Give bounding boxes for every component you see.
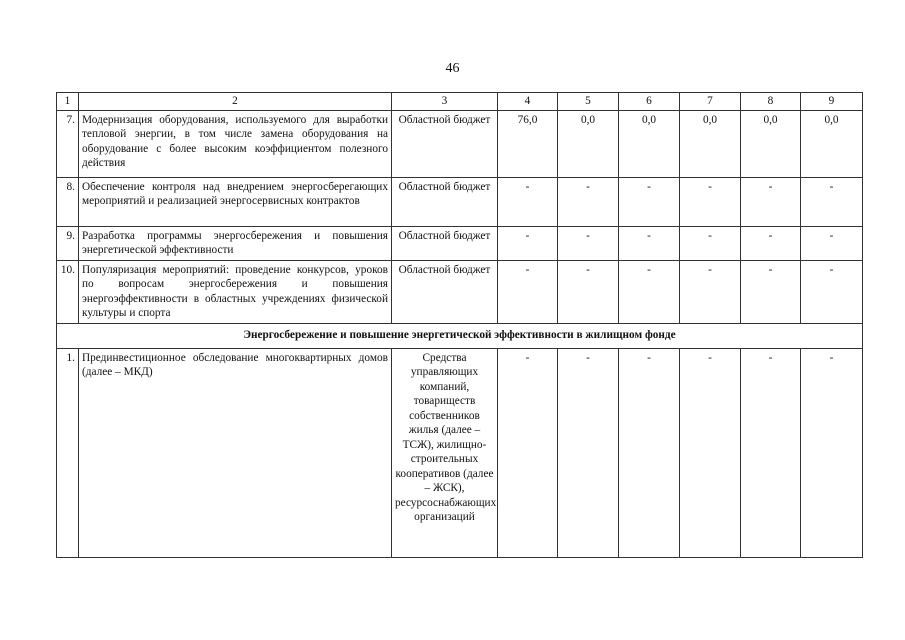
header-cell: 8: [741, 93, 801, 111]
measures-table: [56, 92, 863, 558]
value-cell: 0,0: [680, 110, 741, 177]
value-cell: -: [619, 260, 680, 323]
row-number: 10.: [57, 260, 79, 323]
value-cell: -: [558, 177, 619, 226]
funding-source: Средства управляющих компаний, товариществ собственников жилья (далее – ТСЖ), жилищно-строительных кооперативов (далее – ЖСК), ресурсоснабжающих организаций: [392, 348, 498, 557]
table-row: [57, 348, 863, 557]
measure-description: Прединвестиционное обследование многоквартирных домов (далее – МКД): [79, 348, 392, 557]
value-cell: -: [619, 177, 680, 226]
measure-description: Популяризация мероприятий: проведение конкурсов, уроков по вопросам энергосбережения и повышения энергоэффективности в областных учреждениях физической культуры и спорта: [79, 260, 392, 323]
page-number: 46: [445, 61, 460, 76]
value-cell: -: [801, 260, 863, 323]
value-cell: -: [680, 348, 741, 557]
table-header-row: [57, 93, 863, 111]
section-header-row: [57, 323, 863, 348]
header-cell: 1: [57, 93, 79, 111]
table-row: [57, 177, 863, 226]
header-cell: 5: [558, 93, 619, 111]
measure-description: Разработка программы энергосбережения и повышения энергетической эффективности: [79, 226, 392, 260]
value-cell: -: [558, 260, 619, 323]
row-number: 7.: [57, 110, 79, 177]
funding-source: Областной бюджет: [392, 110, 498, 177]
value-cell: -: [801, 177, 863, 226]
value-cell: -: [498, 177, 558, 226]
header-cell: 2: [79, 93, 392, 111]
header-cell: 4: [498, 93, 558, 111]
funding-source: Областной бюджет: [392, 177, 498, 226]
section-title: Энергосбережение и повышение энергетической эффективности в жилищном фонде: [57, 323, 863, 348]
row-number: 9.: [57, 226, 79, 260]
funding-source: Областной бюджет: [392, 226, 498, 260]
row-number: 8.: [57, 177, 79, 226]
value-cell: 76,0: [498, 110, 558, 177]
value-cell: 0,0: [801, 110, 863, 177]
table-row: [57, 226, 863, 260]
value-cell: -: [680, 177, 741, 226]
value-cell: -: [558, 226, 619, 260]
table-row: [57, 260, 863, 323]
value-cell: -: [619, 348, 680, 557]
value-cell: -: [680, 226, 741, 260]
value-cell: -: [498, 226, 558, 260]
measure-description: Обеспечение контроля над внедрением энергосберегающих мероприятий и реализацией энергосервисных контрактов: [79, 177, 392, 226]
value-cell: 0,0: [558, 110, 619, 177]
value-cell: -: [619, 226, 680, 260]
value-cell: 0,0: [619, 110, 680, 177]
header-cell: 9: [801, 93, 863, 111]
value-cell: -: [741, 177, 801, 226]
table-row: [57, 110, 863, 177]
measure-description: Модернизация оборудования, используемого для выработки тепловой энергии, в том числе замена оборудования на оборудование с более высоким коэффициентом полезного действия: [79, 110, 392, 177]
value-cell: 0,0: [741, 110, 801, 177]
header-cell: 6: [619, 93, 680, 111]
value-cell: -: [680, 260, 741, 323]
value-cell: -: [498, 260, 558, 323]
value-cell: -: [741, 226, 801, 260]
value-cell: -: [741, 260, 801, 323]
funding-source: Областной бюджет: [392, 260, 498, 323]
header-cell: 3: [392, 93, 498, 111]
header-cell: 7: [680, 93, 741, 111]
value-cell: -: [801, 226, 863, 260]
value-cell: -: [741, 348, 801, 557]
value-cell: -: [801, 348, 863, 557]
value-cell: -: [558, 348, 619, 557]
value-cell: -: [498, 348, 558, 557]
row-number: 1.: [57, 348, 79, 557]
